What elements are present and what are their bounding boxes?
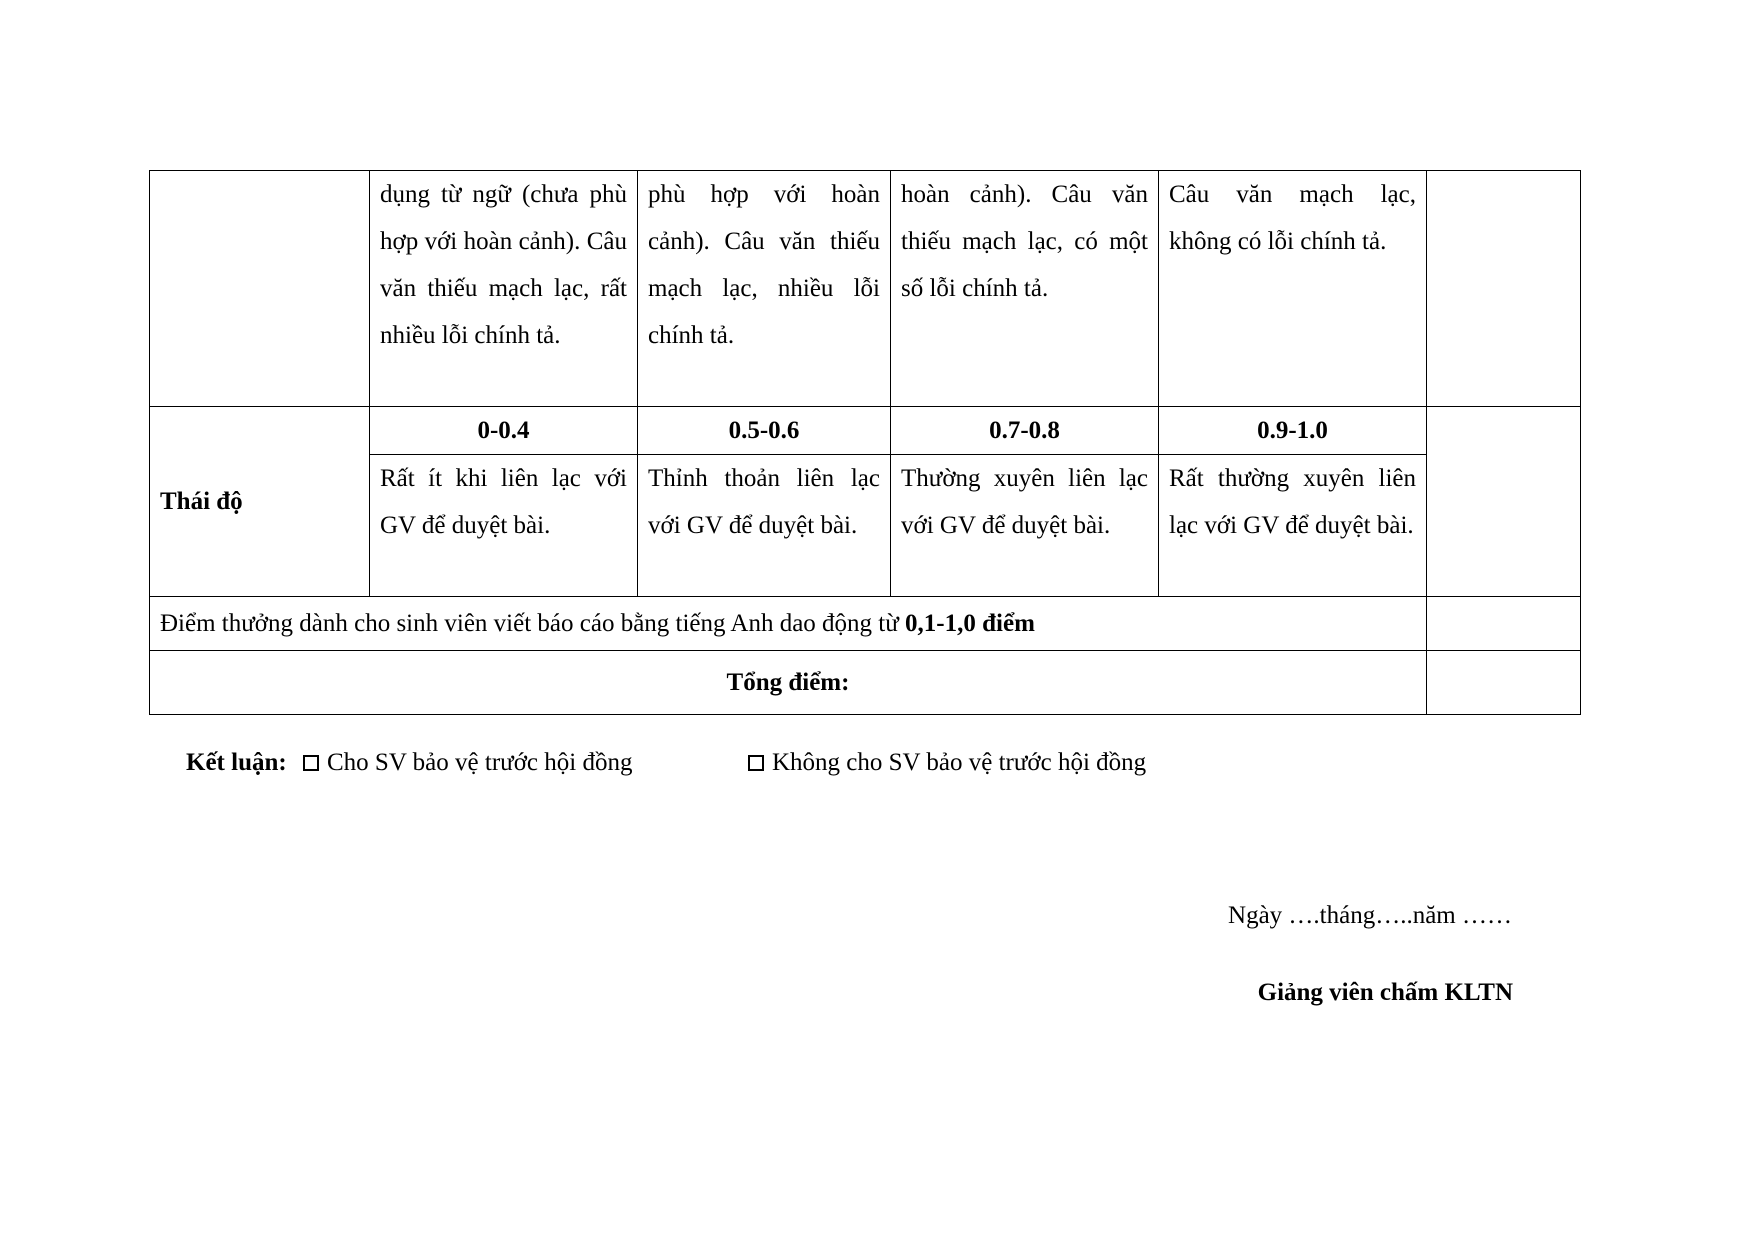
attitude-score-range-4: 0.9-1.0 xyxy=(1159,407,1427,455)
bonus-text-cell xyxy=(150,597,1427,651)
signer-title: Giảng viên chấm KLTN xyxy=(1257,979,1513,1006)
total-row xyxy=(150,651,1581,715)
writing-level-3: hoàn cảnh). Câu văn thiếu mạch lạc, có một số lỗi chính tả. xyxy=(891,171,1159,407)
writing-score-cell xyxy=(1427,171,1581,407)
attitude-score-range-2: 0.5-0.6 xyxy=(638,407,891,455)
conclusion-title: Kết luận: xyxy=(186,749,287,776)
total-label: Tổng điểm: xyxy=(150,651,1427,715)
total-score-cell xyxy=(1427,651,1581,715)
writing-level-1: dụng từ ngữ (chưa phù hợp với hoàn cảnh). Câu văn thiếu mạch lạc, rất nhiều lỗi chính tả. xyxy=(370,171,638,407)
writing-row xyxy=(150,171,1581,407)
date-line: Ngày ….tháng…..năm …… xyxy=(1228,902,1512,929)
writing-level-2: phù hợp với hoàn cảnh). Câu văn thiếu mạch lạc, nhiều lỗi chính tả. xyxy=(638,171,891,407)
deny-defense-label: Không cho SV bảo vệ trước hội đồng xyxy=(772,749,1147,776)
attitude-level-2: Thỉnh thoản liên lạc với GV để duyệt bài. xyxy=(638,455,891,597)
attitude-level-1: Rất ít khi liên lạc với GV để duyệt bài. xyxy=(370,455,638,597)
writing-level-4: Câu văn mạch lạc, không có lỗi chính tả. xyxy=(1159,171,1427,407)
attitude-score-cell xyxy=(1427,407,1581,597)
conclusion-label xyxy=(186,747,287,779)
allow-defense-option[interactable] xyxy=(303,747,632,779)
rubric-table xyxy=(149,170,1581,715)
writing-criterion-cell xyxy=(150,171,370,407)
allow-defense-label: Cho SV bảo vệ trước hội đồng xyxy=(327,749,633,776)
deny-defense-option[interactable] xyxy=(748,747,1146,779)
bonus-range: 0,1-1,0 điểm xyxy=(905,610,1035,637)
attitude-score-range-1: 0-0.4 xyxy=(370,407,638,455)
attitude-score-row xyxy=(150,407,1581,455)
attitude-criterion: Thái độ xyxy=(150,407,370,597)
bonus-text: Điểm thưởng dành cho sinh viên viết báo cáo bằng tiếng Anh dao động từ xyxy=(160,610,906,637)
attitude-score-range-3: 0.7-0.8 xyxy=(891,407,1159,455)
allow-defense-checkbox[interactable] xyxy=(303,755,319,771)
attitude-level-4: Rất thường xuyên liên lạc với GV để duyệt bài. xyxy=(1159,455,1427,597)
attitude-level-3: Thường xuyên liên lạc với GV để duyệt bài. xyxy=(891,455,1159,597)
bonus-row xyxy=(150,597,1581,651)
deny-defense-checkbox[interactable] xyxy=(748,755,764,771)
bonus-score-cell xyxy=(1427,597,1581,651)
